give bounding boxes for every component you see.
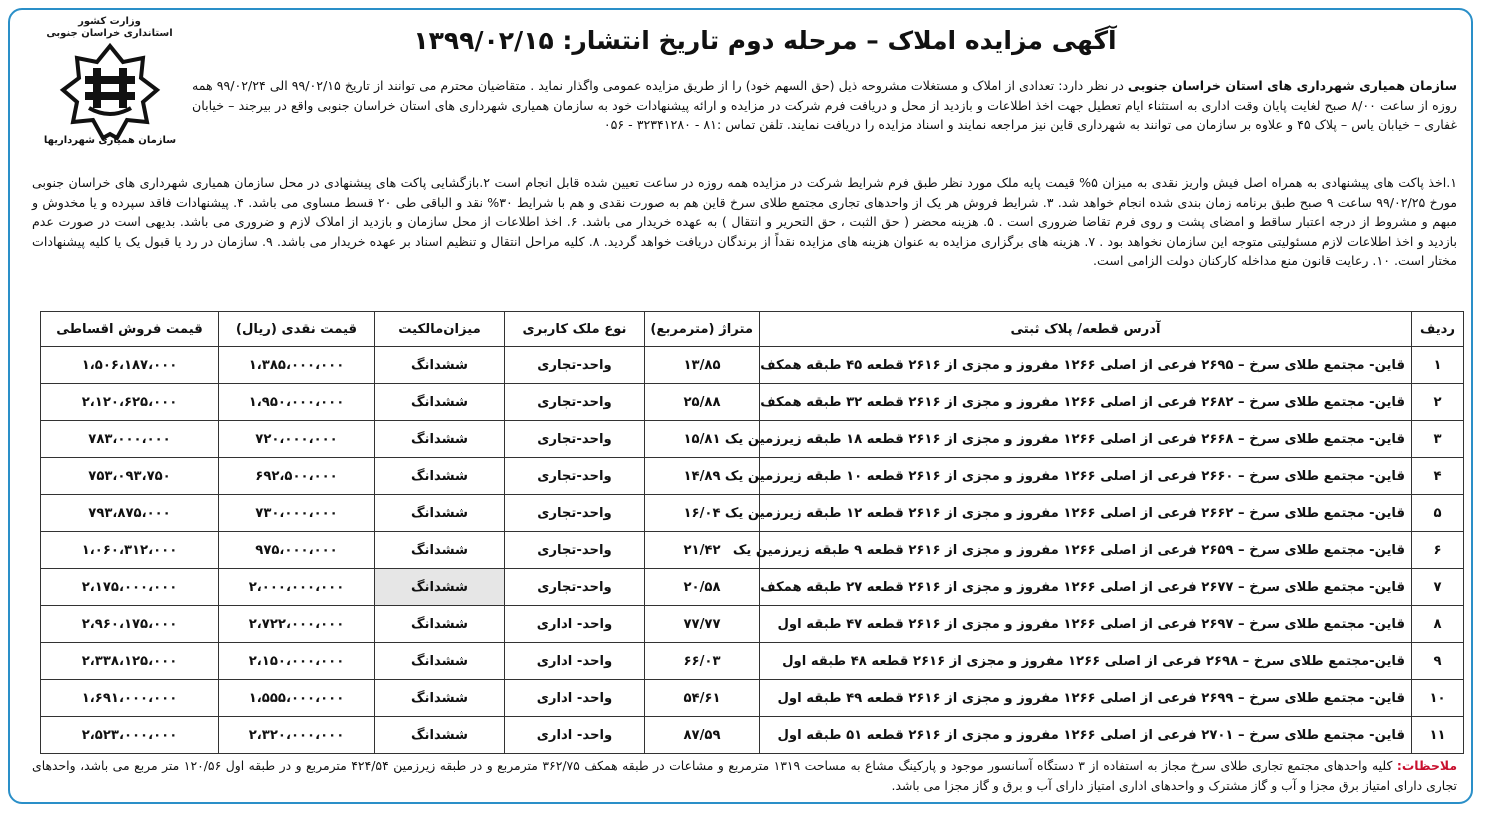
row-ownership: ششدانگ	[375, 643, 505, 680]
row-installment-price: ۲،۵۲۳،۰۰۰،۰۰۰	[41, 717, 219, 754]
row-area: ۷۷/۷۷	[645, 606, 760, 643]
row-cash-price: ۱،۹۵۰،۰۰۰،۰۰۰	[219, 384, 375, 421]
row-usage: واحد-تجاری	[505, 458, 645, 495]
col-row-number: ردیف	[1412, 312, 1464, 347]
notes-text: کلیه واحدهای مجتمع تجاری طلای سرخ مجاز به استفاده از ۳ دستگاه آسانسور موجود و پارکینگ مشاع به مساحت ۱۳۱۹ مترمربع و مشاعات در طبقه همکف ۳۶۲/۷۵ مترمربع و در طبقه زیرزمین ۴۲۴/۵۴ مترمربع و در طبقه اول ۱۲۰/۵۶ متر مربع می باشد، واحدهای تجاری دارای امتیاز برق مجزا و آب و گاز مشترک و واحدهای اداری امتیاز دارای آب و برق و گاز مجزا می باشد.	[32, 758, 1457, 793]
row-usage: واحد-تجاری	[505, 532, 645, 569]
governorate-name: استانداری خراسان جنوبی	[46, 28, 173, 39]
row-ownership: ششدانگ	[375, 717, 505, 754]
row-cash-price: ۱،۵۵۵،۰۰۰،۰۰۰	[219, 680, 375, 717]
property-table	[40, 311, 1464, 754]
row-area: ۵۴/۶۱	[645, 680, 760, 717]
conditions-paragraph: ۱.اخذ پاکت های پیشنهادی به همراه اصل فیش واریز نقدی به میزان ۵% قیمت پایه ملک مورد نظر طبق فرم شرایط شرکت در مزایده همه روزه در ساعت تعیین شده قابل انجام است ۲.بازگشایی پاکت های پیشنهادی در محل سازمان همیاری شهرداری های خراسان جنوبی مورخ ۹۹/۰۲/۲۵ ساعت ۹ صبح طبق برنامه زمان بندی شده انجام خواهد شد. ۳. شرایط فروش هر یک از واحدهای تجاری مجتمع طلای سرخ قاین هم به صورت نقدی و هم با شرایط ۳۰% نقد و الباقی طی ۲۰ قسط مساوی می باشد. ۴. پیشنهادات فاقد سپرده و یا مخدوش و مبهم و مشروط از درجه اعتبار ساقط و امضای پشت و روی فرم تقاضا ضروری است . ۵. هزینه محضر ( حق الثبت ، حق التحریر و انتقال ) به عهده خریدار می باشد. ۶. اخذ اطلاعات از محل سازمان و بازدید از املاک لازم و ضروری می باشد. بدیهی است در صورت عدم بازدید و اخذ اطلاعات لازم مسئولیتی متوجه این سازمان نخواهد بود . ۷. هزینه های برگزاری مزایده به عنوان هزینه های مزایده نقداً از برندگان دریافت خواهد گردید. ۸. کلیه مراحل انتقال و تنظیم اسناد بر عهده خریدار می باشد. ۹. سازمان در رد یا قبول یک یا کلیه پیشنهادات مختار است. ۱۰. رعایت قانون منع مداخله کارکنان دولت الزامی است.	[32, 175, 1458, 269]
table-row	[41, 532, 1464, 569]
row-installment-price: ۲،۱۷۵،۰۰۰،۰۰۰	[41, 569, 219, 606]
row-address: قاین- مجتمع طلای سرخ – ۲۶۹۵ فرعی از اصلی ۱۲۶۶ مفروز و مجزی از ۲۶۱۶ قطعه ۴۵ طبقه همکف	[760, 347, 1412, 384]
row-number: ۷	[1412, 569, 1464, 606]
row-cash-price: ۲،۰۰۰،۰۰۰،۰۰۰	[219, 569, 375, 606]
table-row	[41, 347, 1464, 384]
row-usage: واحد-تجاری	[505, 421, 645, 458]
row-cash-price: ۶۹۲،۵۰۰،۰۰۰	[219, 458, 375, 495]
row-installment-price: ۱،۵۰۶،۱۸۷،۰۰۰	[41, 347, 219, 384]
ministry-logo	[42, 16, 177, 156]
table-row	[41, 680, 1464, 717]
row-ownership: ششدانگ	[375, 680, 505, 717]
row-usage: واحد- اداری	[505, 606, 645, 643]
row-number: ۳	[1412, 421, 1464, 458]
row-ownership: ششدانگ	[375, 347, 505, 384]
row-installment-price: ۷۹۳،۸۷۵،۰۰۰	[41, 495, 219, 532]
row-number: ۶	[1412, 532, 1464, 569]
row-usage: واحد-تجاری	[505, 384, 645, 421]
row-usage: واحد- اداری	[505, 643, 645, 680]
table-row	[41, 495, 1464, 532]
intro-paragraph	[192, 76, 1457, 135]
table-row	[41, 643, 1464, 680]
row-number: ۱۰	[1412, 680, 1464, 717]
row-ownership: ششدانگ	[375, 569, 505, 606]
col-ownership: میزان‌مالکیت	[375, 312, 505, 347]
col-installment-price: قیمت فروش اقساطی	[41, 312, 219, 347]
row-area: ۸۷/۵۹	[645, 717, 760, 754]
row-area: ۶۶/۰۳	[645, 643, 760, 680]
row-cash-price: ۷۲۰،۰۰۰،۰۰۰	[219, 421, 375, 458]
row-area: ۱۶/۰۴	[645, 495, 760, 532]
row-usage: واحد- اداری	[505, 680, 645, 717]
row-cash-price: ۷۳۰،۰۰۰،۰۰۰	[219, 495, 375, 532]
row-address: قاین- مجتمع طلای سرخ – ۲۶۶۰ فرعی از اصلی ۱۲۶۶ مفروز و مجزی از ۲۶۱۶ قطعه ۱۰ طبقه زیرزمین یک	[760, 458, 1412, 495]
row-address: قاین- مجتمع طلای سرخ – ۲۶۸۲ فرعی از اصلی ۱۲۶۶ مفروز و مجزی از ۲۶۱۶ قطعه ۳۲ طبقه همکف	[760, 384, 1412, 421]
row-ownership: ششدانگ	[375, 532, 505, 569]
table-row	[41, 384, 1464, 421]
table-row	[41, 606, 1464, 643]
row-address: قاین- مجتمع طلای سرخ – ۲۷۰۱ فرعی از اصلی ۱۲۶۶ مفروز و مجزی از ۲۶۱۶ قطعه ۵۱ طبقه اول	[760, 717, 1412, 754]
row-ownership: ششدانگ	[375, 495, 505, 532]
row-installment-price: ۷۵۳،۰۹۳،۷۵۰	[41, 458, 219, 495]
table-row	[41, 421, 1464, 458]
row-number: ۹	[1412, 643, 1464, 680]
row-area: ۱۵/۸۱	[645, 421, 760, 458]
row-installment-price: ۷۸۳،۰۰۰،۰۰۰	[41, 421, 219, 458]
ministry-name: وزارت کشور	[78, 16, 141, 27]
row-installment-price: ۱،۶۹۱،۰۰۰،۰۰۰	[41, 680, 219, 717]
row-usage: واحد-تجاری	[505, 569, 645, 606]
row-cash-price: ۲،۱۵۰،۰۰۰،۰۰۰	[219, 643, 375, 680]
emblem-icon	[43, 42, 176, 146]
col-address: آدرس قطعه/ پلاک ثبتی	[760, 312, 1412, 347]
row-area: ۱۳/۸۵	[645, 347, 760, 384]
row-area: ۲۵/۸۸	[645, 384, 760, 421]
col-usage: نوع ملک کاربری	[505, 312, 645, 347]
col-area: متراژ (مترمربع)	[645, 312, 760, 347]
row-number: ۸	[1412, 606, 1464, 643]
row-usage: واحد-تجاری	[505, 347, 645, 384]
intro-text: در نظر دارد: تعدادی از املاک و مستغلات مشروحه ذیل (حق السهم خود) را از طریق مزایده عمومی واگذار نماید . متقاضیان محترم می توانند از تاریخ ۹۹/۰۲/۱۵ الی ۹۹/۰۲/۲۴ همه روزه از ساعت ۸/۰۰ صبح لغایت پایان وقت اداری به استثناء ایام تعطیل جهت اخذ اطلاعات و بازدید از محل و دریافت فرم شرکت در مزایده و ارائه پیشنهادات خود به سازمان همیاری شهرداری های استان خراسان جنوبی واقع در بیرجند – خیابان غفاری – خیابان یاس – پلاک ۴۵ و علاوه بر سازمان می توانند به شهرداری قاین نیز مراجعه نمایند و اسناد مزایده را دریافت نمایند. تلفن تماس :۸۱ - ۳۲۳۴۱۲۸۰ - ۰۵۶	[192, 78, 1457, 133]
notes-label: ملاحظات:	[1396, 758, 1458, 773]
row-cash-price: ۱،۳۸۵،۰۰۰،۰۰۰	[219, 347, 375, 384]
row-installment-price: ۲،۹۶۰،۱۷۵،۰۰۰	[41, 606, 219, 643]
org-name: سازمان همیاری شهرداری های استان خراسان جنوبی	[1127, 78, 1458, 93]
col-cash-price: قیمت نقدی (ریال)	[219, 312, 375, 347]
page-title: آگهی مزایده املاک – مرحله دوم تاریخ انتشار: ۱۳۹۹/۰۲/۱۵	[413, 26, 1117, 55]
row-number: ۴	[1412, 458, 1464, 495]
row-ownership: ششدانگ	[375, 384, 505, 421]
notes-paragraph	[32, 756, 1457, 796]
row-number: ۱۱	[1412, 717, 1464, 754]
table-row	[41, 717, 1464, 754]
row-number: ۲	[1412, 384, 1464, 421]
row-number: ۵	[1412, 495, 1464, 532]
row-usage: واحد- اداری	[505, 717, 645, 754]
row-area: ۲۰/۵۸	[645, 569, 760, 606]
row-installment-price: ۱،۰۶۰،۳۱۲،۰۰۰	[41, 532, 219, 569]
row-address: قاین- مجتمع طلای سرخ – ۲۶۹۷ فرعی از اصلی ۱۲۶۶ مفروز و مجزی از ۲۶۱۶ قطعه ۴۷ طبقه اول	[760, 606, 1412, 643]
row-address: قاین- مجتمع طلای سرخ – ۲۶۶۲ فرعی از اصلی ۱۲۶۶ مفروز و مجزی از ۲۶۱۶ قطعه ۱۲ طبقه زیرزمین یک	[760, 495, 1412, 532]
row-address: قاین- مجتمع طلای سرخ – ۲۶۵۹ فرعی از اصلی ۱۲۶۶ مفروز و مجزی از ۲۶۱۶ قطعه ۹ طبقه زیرزمین یک	[760, 532, 1412, 569]
row-usage: واحد-تجاری	[505, 495, 645, 532]
row-ownership: ششدانگ	[375, 421, 505, 458]
row-cash-price: ۲،۷۲۲،۰۰۰،۰۰۰	[219, 606, 375, 643]
row-cash-price: ۲،۳۲۰،۰۰۰،۰۰۰	[219, 717, 375, 754]
row-address: قاین-مجتمع طلای سرخ – ۲۶۹۸ فرعی از اصلی ۱۲۶۶ مفروز و مجزی از ۲۶۱۶ قطعه ۴۸ طبقه اول	[760, 643, 1412, 680]
row-number: ۱	[1412, 347, 1464, 384]
row-area: ۱۴/۸۹	[645, 458, 760, 495]
table-row	[41, 569, 1464, 606]
row-area: ۲۱/۴۲	[645, 532, 760, 569]
row-address: قاین- مجتمع طلای سرخ – ۲۶۹۹ فرعی از اصلی ۱۲۶۶ مفروز و مجزی از ۲۶۱۶ قطعه ۴۹ طبقه اول	[760, 680, 1412, 717]
row-ownership: ششدانگ	[375, 606, 505, 643]
row-address: قاین- مجتمع طلای سرخ – ۲۶۶۸ فرعی از اصلی ۱۲۶۶ مفروز و مجزی از ۲۶۱۶ قطعه ۱۸ طبقه زیرزمین یک	[760, 421, 1412, 458]
org-logo-text: سازمان همیاری شهرداریها	[43, 135, 176, 146]
table-header-row	[41, 312, 1464, 347]
table-row	[41, 458, 1464, 495]
row-ownership: ششدانگ	[375, 458, 505, 495]
row-installment-price: ۲،۱۲۰،۶۲۵،۰۰۰	[41, 384, 219, 421]
row-cash-price: ۹۷۵،۰۰۰،۰۰۰	[219, 532, 375, 569]
row-address: قاین- مجتمع طلای سرخ – ۲۶۷۷ فرعی از اصلی ۱۲۶۶ مفروز و مجزی از ۲۶۱۶ قطعه ۲۷ طبقه همکف	[760, 569, 1412, 606]
row-installment-price: ۲،۳۳۸،۱۲۵،۰۰۰	[41, 643, 219, 680]
